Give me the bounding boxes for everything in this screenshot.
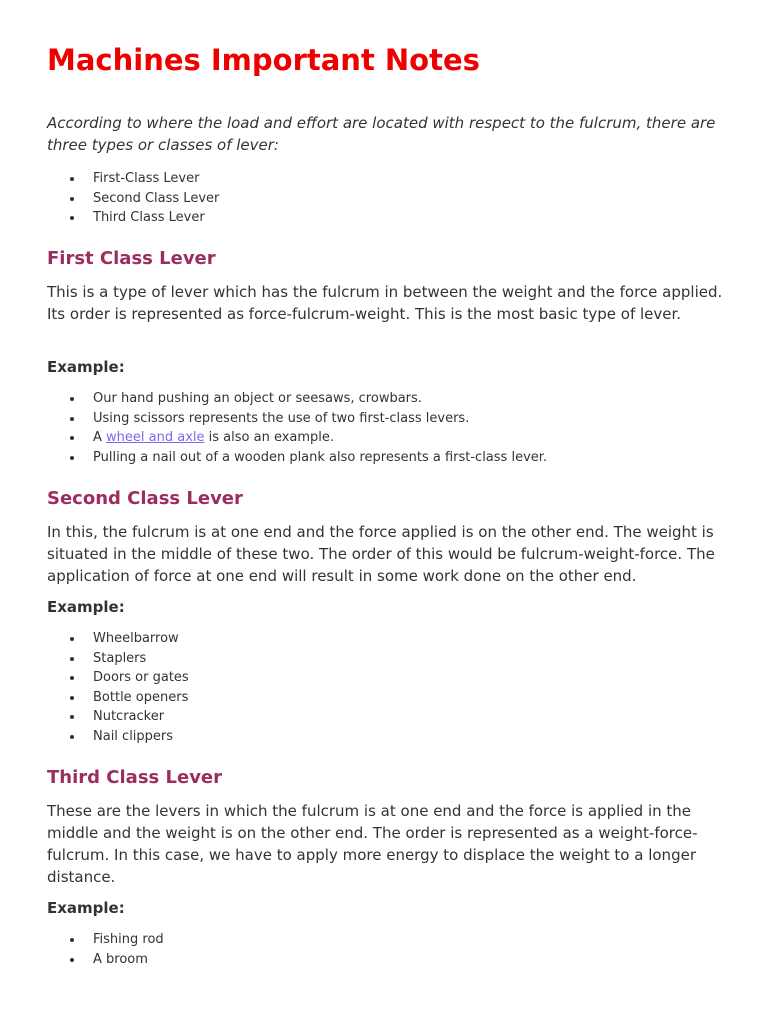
section-heading-second-class: Second Class Lever bbox=[47, 488, 243, 509]
section-heading-first-class: First Class Lever bbox=[47, 248, 216, 269]
wheel-and-axle-link[interactable]: wheel and axle bbox=[106, 430, 205, 445]
list-item: Pulling a nail out of a wooden plank also represents a first-class lever. bbox=[47, 448, 547, 468]
list-item: Staplers bbox=[47, 649, 189, 669]
list-item: Using scissors represents the use of two first-class levers. bbox=[47, 409, 547, 429]
third-class-examples-list bbox=[47, 930, 164, 969]
list-item: First-Class Lever bbox=[47, 169, 219, 189]
list-item-suffix: is also an example. bbox=[204, 430, 335, 445]
list-item: Nail clippers bbox=[47, 727, 189, 747]
list-item bbox=[47, 428, 547, 448]
second-class-example-label: Example: bbox=[47, 598, 125, 616]
lever-types-list bbox=[47, 169, 219, 228]
list-item: Doors or gates bbox=[47, 668, 189, 688]
list-item: Bottle openers bbox=[47, 688, 189, 708]
first-class-paragraph: This is a type of lever which has the fulcrum in between the weight and the force applied. Its order is represented as force-fulcrum-weight. This is the most basic type of lever. bbox=[47, 283, 723, 323]
list-item-prefix: A bbox=[93, 430, 107, 445]
first-class-examples-list bbox=[47, 389, 547, 467]
page-title: Machines Important Notes bbox=[47, 43, 480, 77]
list-item: Second Class Lever bbox=[47, 189, 219, 209]
list-item: Third Class Lever bbox=[47, 208, 219, 228]
section-heading-third-class: Third Class Lever bbox=[47, 767, 223, 788]
list-item: Wheelbarrow bbox=[47, 629, 189, 649]
first-class-example-label: Example: bbox=[47, 358, 125, 376]
third-class-example-label: Example: bbox=[47, 899, 125, 917]
third-class-paragraph: These are the levers in which the fulcrum is at one end and the force is applied in the middle and the weight is on the other end. The order is represented as a weight-force-fulcrum. In this case, we have to apply more energy to displace the weight to a longer distance. bbox=[47, 802, 698, 886]
list-item: Nutcracker bbox=[47, 707, 189, 727]
intro-paragraph: According to where the load and effort are located with respect to the fulcrum, there are three types or classes of lever: bbox=[47, 114, 716, 154]
second-class-paragraph: In this, the fulcrum is at one end and the force applied is on the other end. The weight is situated in the middle of these two. The order of this would be fulcrum-weight-force. The application of force at one end will result in some work done on the other end. bbox=[47, 523, 715, 585]
list-item: A broom bbox=[47, 950, 164, 970]
list-item: Our hand pushing an object or seesaws, crowbars. bbox=[47, 389, 547, 409]
second-class-examples-list bbox=[47, 629, 189, 746]
list-item: Fishing rod bbox=[47, 930, 164, 950]
